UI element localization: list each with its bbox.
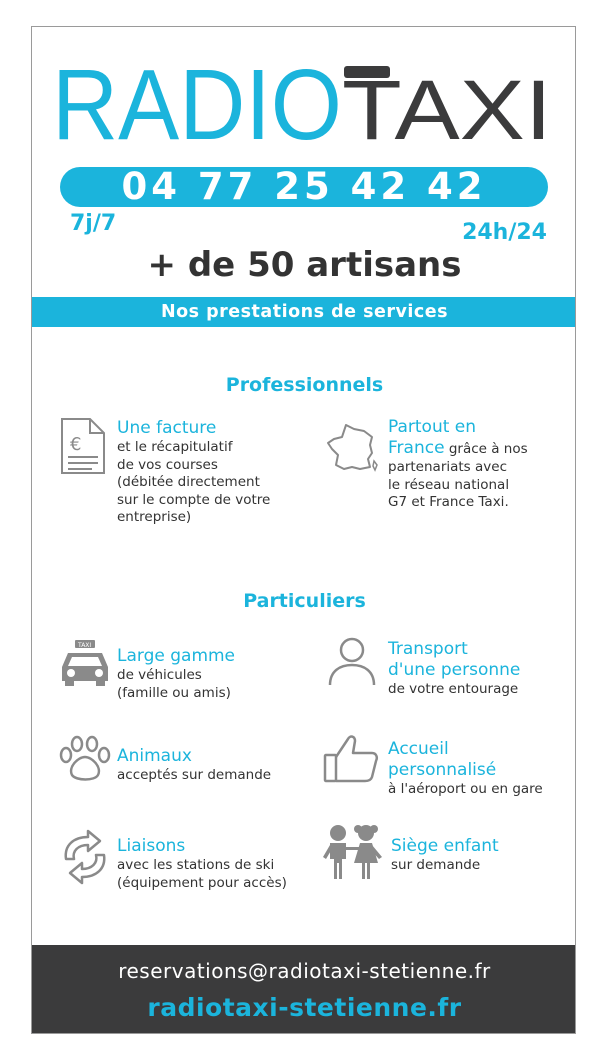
facture-heading: Une facture <box>117 418 217 438</box>
france-map-icon <box>324 423 380 473</box>
liaisons-heading: Liaisons <box>117 836 186 856</box>
invoice-euro-icon <box>58 417 108 477</box>
facture-line: sur le compte de votre <box>117 491 271 508</box>
phone-number[interactable]: 04 77 25 42 42 <box>60 167 548 207</box>
accueil-heading: Accueil <box>388 739 449 759</box>
transport-line: de votre entourage <box>388 681 519 697</box>
large-gamme-heading: Large gamme <box>117 646 236 666</box>
accueil-heading-2: personnalisé <box>388 760 497 780</box>
svg-text:TAXI: TAXI <box>78 642 92 649</box>
facture-line: entreprise) <box>117 509 192 525</box>
email-link[interactable]: reservations@radiotaxi-stetienne.fr <box>118 959 491 983</box>
days-label: 7j/7 <box>70 211 117 236</box>
item-siege-enfant <box>320 823 570 883</box>
siege-enfant-line: sur demande <box>391 857 481 873</box>
facture-line: (débitée directement <box>117 474 260 490</box>
section-title-professionnels: Professionnels <box>225 374 384 396</box>
radio-taxi-logo <box>32 54 576 154</box>
item-large-gamme <box>58 639 308 709</box>
item-liaisons <box>58 829 318 899</box>
facture-line: et le récapitulatif <box>117 439 233 455</box>
person-icon <box>326 635 378 687</box>
children-icon <box>320 823 386 881</box>
large-gamme-line: de véhicules <box>117 667 202 683</box>
section-title-particuliers: Particuliers <box>243 590 366 612</box>
services-band: Nos prestations de services <box>32 297 576 327</box>
flyer-card <box>31 26 576 1034</box>
item-transport <box>326 635 571 705</box>
france-line: le réseau national <box>388 476 510 493</box>
animaux-heading: Animaux <box>117 746 192 766</box>
paw-icon <box>58 735 114 783</box>
artisans-headline: + de 50 artisans <box>147 245 462 285</box>
hours-label: 24h/24 <box>462 220 547 245</box>
france-inline: grâce à nos <box>448 441 528 457</box>
exchange-arrows-icon <box>58 829 112 885</box>
france-heading-2: France <box>388 438 445 458</box>
transport-heading: Transport <box>388 639 468 659</box>
logo-radio-text: RADIO <box>52 54 342 154</box>
item-accueil <box>322 733 572 803</box>
animaux-line: acceptés sur demande <box>117 767 272 783</box>
liaisons-line: avec les stations de ski <box>117 857 275 873</box>
taxi-car-icon <box>58 639 112 687</box>
france-line: G7 et France Taxi. <box>388 494 509 510</box>
facture-line: de vos courses <box>117 456 218 473</box>
accueil-line: à l'aéroport ou en gare <box>388 781 543 797</box>
france-line: partenariats avec <box>388 459 508 475</box>
large-gamme-line: (famille ou amis) <box>117 684 231 701</box>
item-animaux <box>58 735 308 795</box>
siege-enfant-heading: Siège enfant <box>391 836 499 856</box>
item-facture <box>58 417 308 527</box>
item-france <box>324 417 569 517</box>
svg-text:€: € <box>70 434 82 455</box>
thumbs-up-icon <box>322 733 380 785</box>
logo-taxi-text: TAXI <box>342 63 552 154</box>
website-link[interactable]: radiotaxi-stetienne.fr <box>147 993 462 1022</box>
france-heading: Partout en <box>388 417 477 437</box>
liaisons-line: (équipement pour accès) <box>117 874 287 891</box>
footer-bar <box>32 945 576 1034</box>
transport-heading-2: d'une personne <box>388 660 521 680</box>
